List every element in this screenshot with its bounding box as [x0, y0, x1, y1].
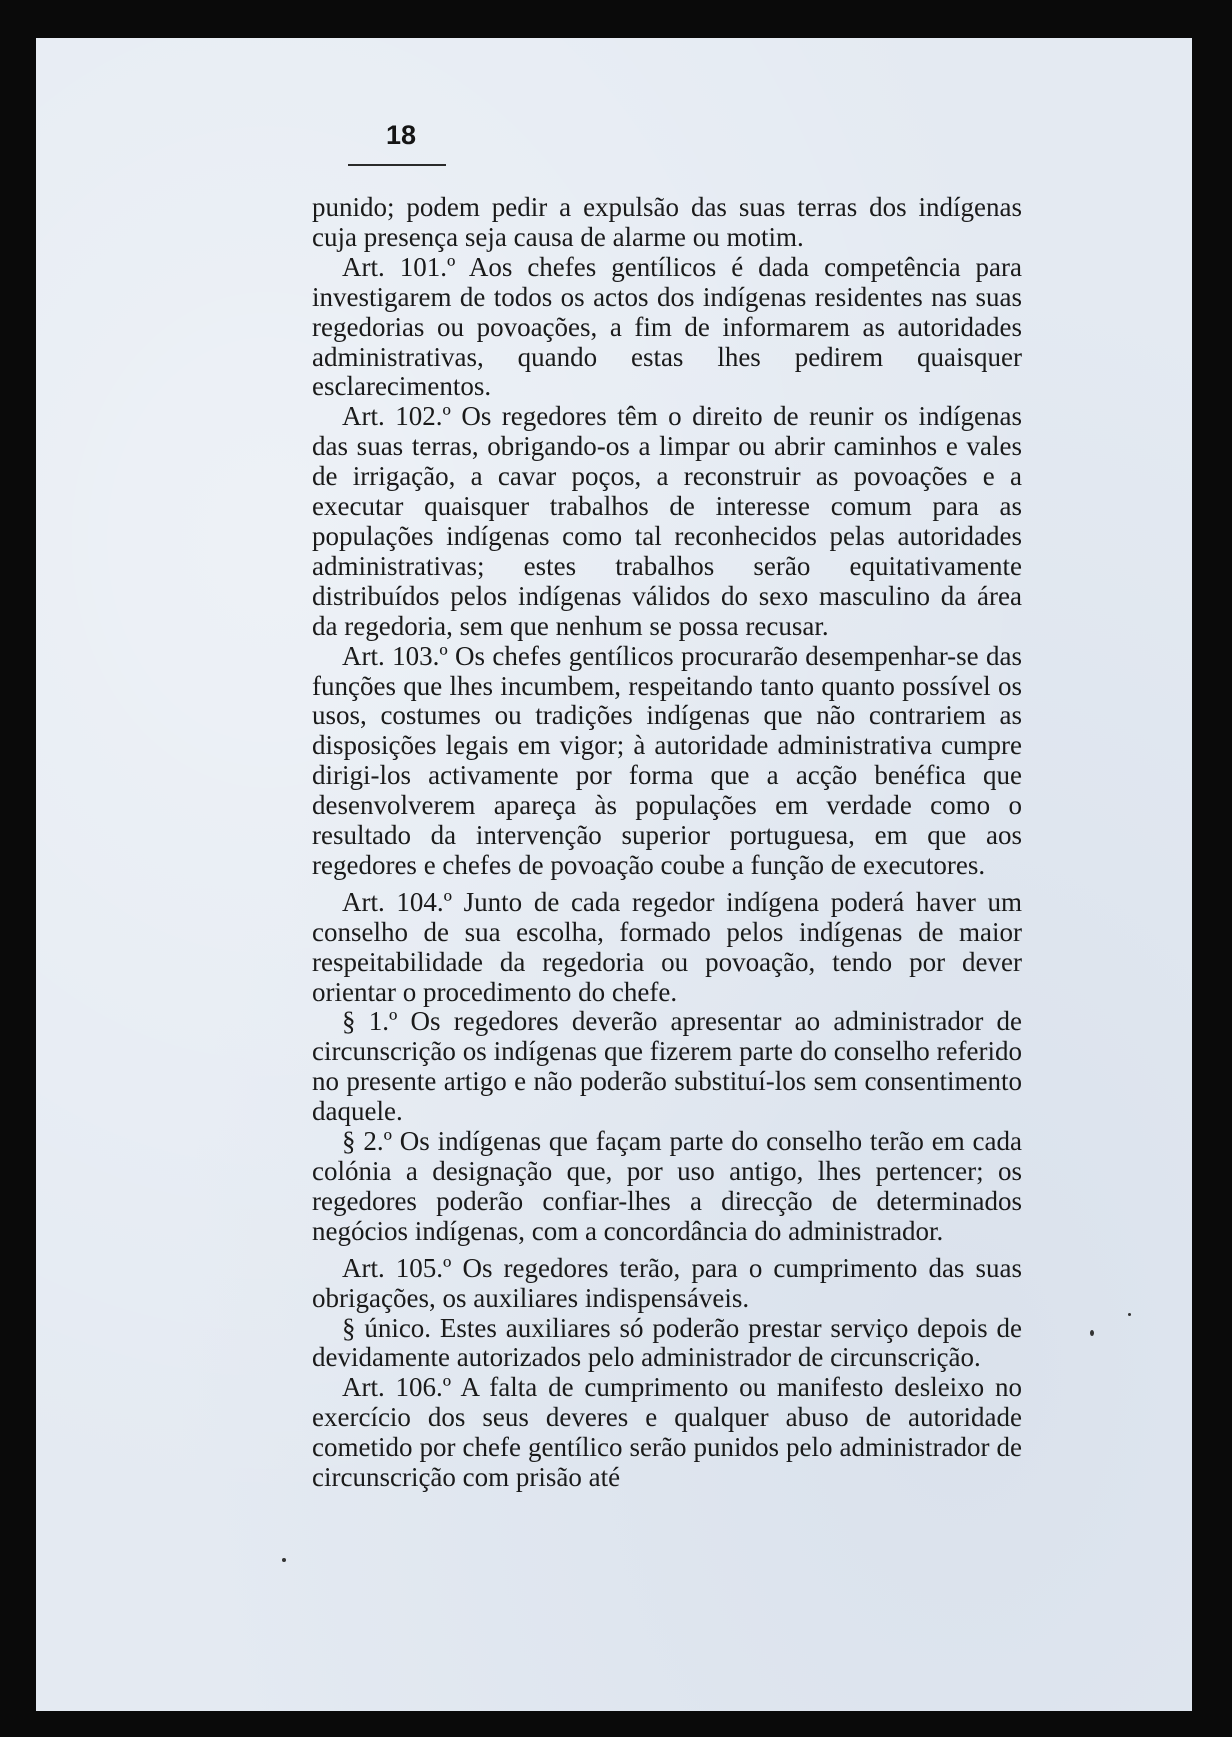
- ink-speck: [1090, 1330, 1094, 1336]
- page-number-rule: [348, 164, 446, 166]
- paragraph-section-2: § 2.º Os indígenas que façam parte do conselho terão em cada colónia a designação que, por uso antigo, lhes pertencer; os regedores poderão confiar-lhes a direcção de determinados negócios indígenas, com a concordância do administrador.: [312, 1126, 1022, 1246]
- paragraph-art-104: Art. 104.º Junto de cada regedor indígena poderá haver um conselho de sua escolha, formado pelos indígenas de maior respeitabilidade da regedoria ou povoação, tendo por dever orientar o procedimento do chefe.: [312, 886, 1022, 1007]
- ink-speck: [1128, 1313, 1131, 1316]
- paragraph-art-106: Art. 106.º A falta de cumprimento ou manifesto desleixo no exercício dos seus deveres e qualquer abuso de autoridade cometido por chefe gentílico serão punidos pelo administrador de circunscrição com prisão até: [312, 1372, 1022, 1493]
- document-body: [312, 193, 1022, 1493]
- paragraph-continuation: punido; podem pedir a expulsão das suas terras dos indígenas cuja presença seja causa de alarme ou motim.: [312, 192, 1022, 252]
- ink-speck: [282, 1558, 286, 1562]
- paragraph-art-105: Art. 105.º Os regedores terão, para o cumprimento das suas obrigações, os auxiliares indispensáveis.: [312, 1252, 1022, 1313]
- page-number: 18: [386, 120, 417, 150]
- paragraph-art-101: Art. 101.º Aos chefes gentílicos é dada competência para investigarem de todos os actos dos indígenas residentes nas suas regedorias ou povoações, a fim de informarem as autoridades administrativas, quando estas lhes pedirem quaisquer esclarecimentos.: [312, 251, 1022, 402]
- paragraph-section-unico: § único. Estes auxiliares só poderão prestar serviço depois de devidamente autorizados pelo administrador de circunscrição.: [312, 1312, 1022, 1373]
- paragraph-section-1: § 1.º Os regedores deverão apresentar ao administrador de circunscrição os indígenas que fizerem parte do conselho referido no presente artigo e não poderão substituí-los sem consentimento daquele.: [312, 1006, 1022, 1127]
- paragraph-art-102: Art. 102.º Os regedores têm o direito de reunir os indígenas das suas terras, obrigando-os a limpar ou abrir caminhos e vales de irrigação, a cavar poços, a reconstruir as povoações e a executar quaisquer trabalhos de interesse comum para as populações indígenas como tal reconhecidos pelas autoridades administrativas; estes trabalhos serão equitativamente distribuídos pelos indígenas válidos do sexo masculino da área da regedoria, sem que nenhum se possa recusar.: [312, 401, 1022, 641]
- paragraph-art-103: Art. 103.º Os chefes gentílicos procurarão desempenhar-se das funções que lhes incumbem, respeitando tanto quanto possível os usos, costumes ou tradições indígenas que não contrariem as disposições legais em vigor; à autoridade administrativa cumpre dirigi-los activamente por forma que a acção benéfica que desenvolverem apareça às populações em verdade como o resultado da intervenção superior portuguesa, em que aos regedores e chefes de povoação coube a função de executores.: [312, 640, 1022, 880]
